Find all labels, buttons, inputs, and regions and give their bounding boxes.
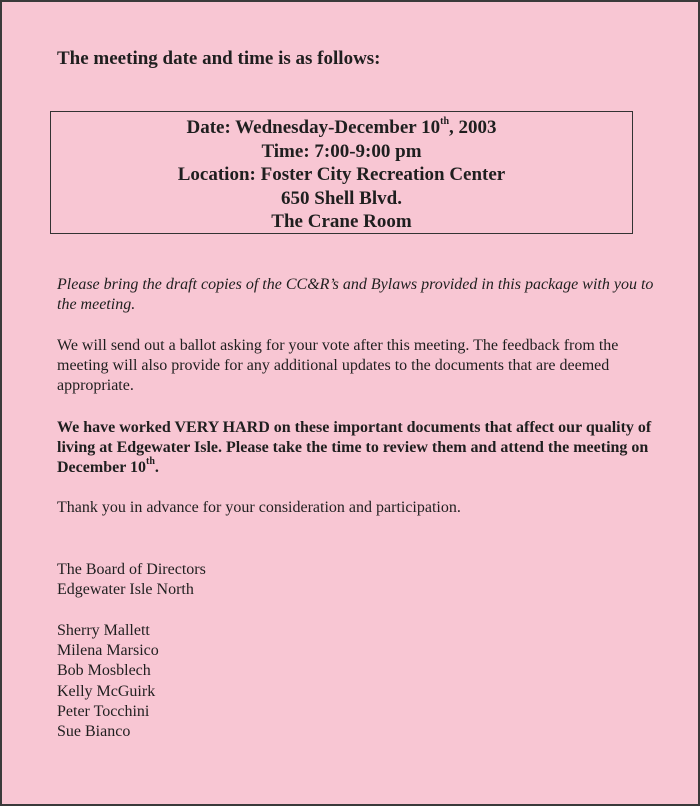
signature-block: [57, 560, 206, 600]
thanks-paragraph: Thank you in advance for your consideration and participation.: [57, 499, 461, 516]
board-member-name: Kelly McGuirk: [57, 682, 156, 700]
meeting-address: 650 Shell Blvd.: [281, 187, 402, 209]
meeting-details-box: [50, 111, 633, 234]
signature-line: Edgewater Isle North: [57, 581, 194, 598]
ballot-paragraph: We will send out a ballot asking for your vote after this meeting. The feedback from the meeting will also provide for any additional updates to the documents that are deemed appropriate.: [57, 337, 619, 394]
meeting-time: Time: 7:00-9:00 pm: [261, 140, 422, 162]
bring-copies-paragraph: Please bring the draft copies of the CC&R’s and Bylaws provided in this package with you to the meeting.: [57, 276, 654, 313]
board-member-name: Sue Bianco: [57, 723, 131, 741]
board-members-list: [57, 621, 159, 742]
meeting-heading: The meeting date and time is as follows:: [57, 48, 381, 69]
board-member-name: Bob Mosblech: [57, 662, 151, 680]
signature-line: The Board of Directors: [57, 561, 206, 578]
board-member-name: Sherry Mallett: [57, 622, 150, 639]
board-member-name: Peter Tocchini: [57, 702, 150, 720]
meeting-date: Date: Wednesday-December 10th, 2003: [186, 115, 497, 138]
meeting-location: Location: Foster City Recreation Center: [177, 164, 506, 185]
board-member-name: Milena Marsico: [57, 642, 159, 660]
worked-hard-paragraph: We have worked VERY HARD on these important documents that affect our quality of living at Edgewater Isle. Please take the time to review them and attend the meeting on December 10th.: [57, 419, 652, 476]
meeting-room: The Crane Room: [271, 211, 412, 232]
